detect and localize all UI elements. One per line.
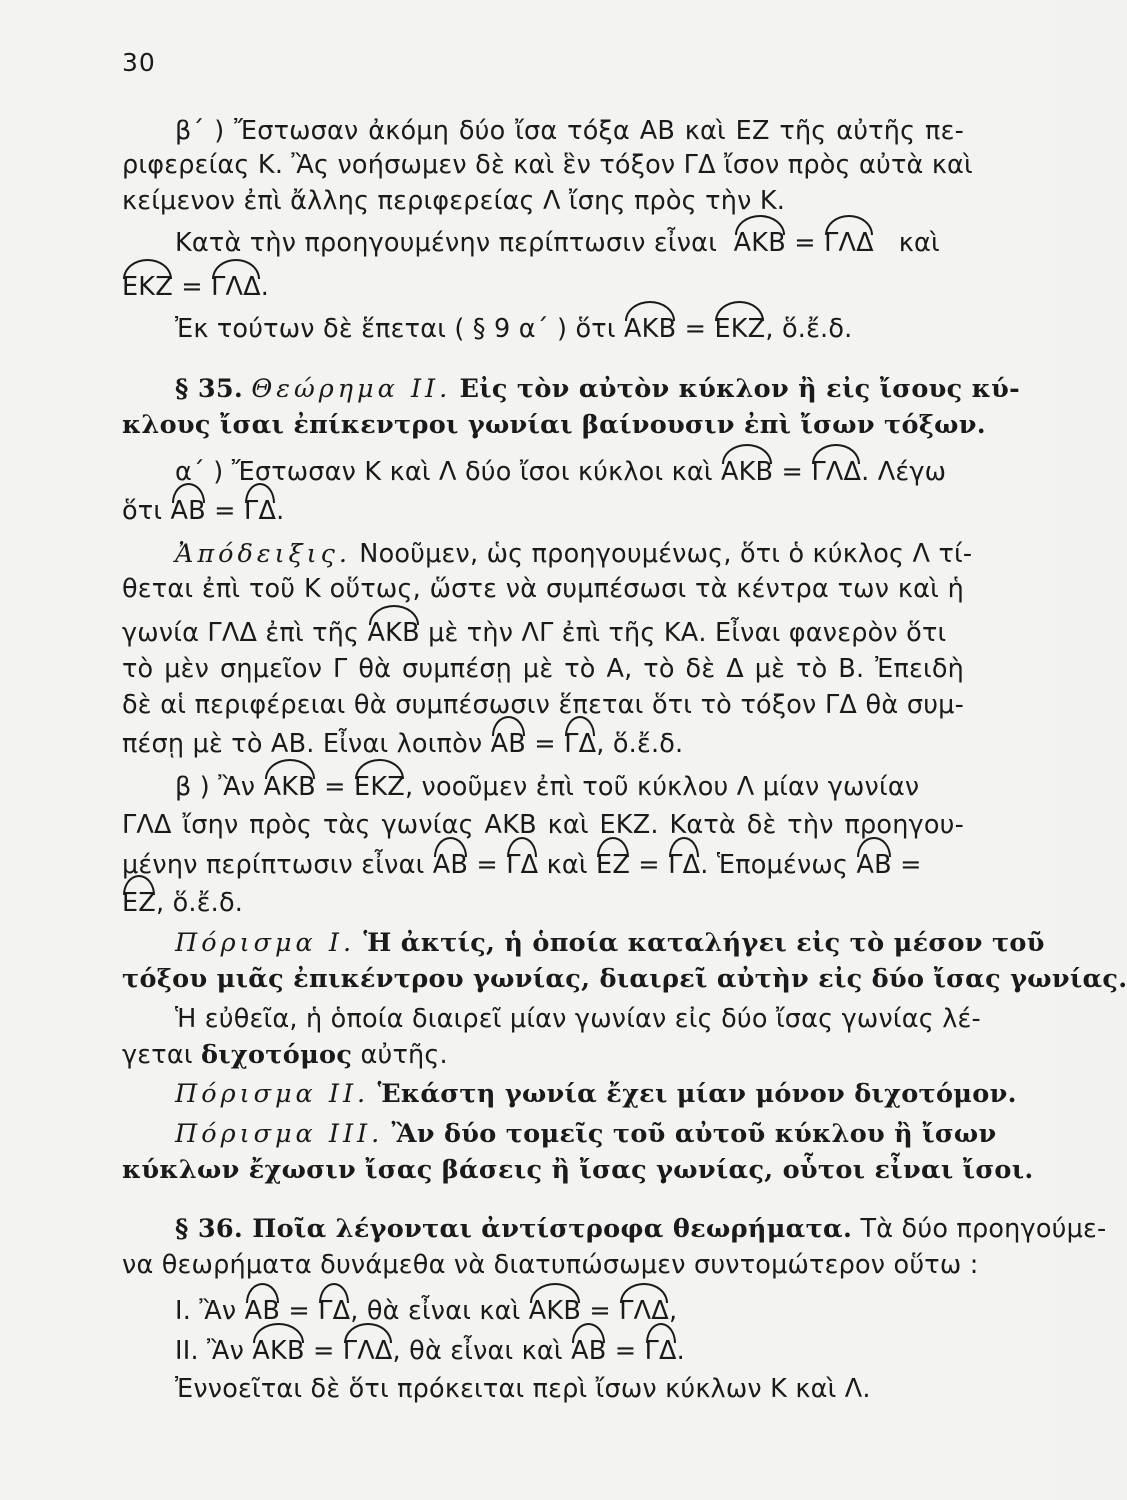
- arc-notation: ΑΒ: [170, 496, 206, 526]
- arc-notation: ΓΛΔ: [824, 228, 874, 258]
- arc-notation: ΓΔ: [318, 1296, 351, 1326]
- page-number: 30: [122, 48, 156, 77]
- corollary-heading: Πόρισμα ΙΙΙ. Ἂν δύο τομεῖς τοῦ αὐτοῦ κύκλου ἢ ἴσων: [175, 1119, 997, 1149]
- arc-notation: ΑΚΒ: [263, 772, 316, 802]
- arc-notation: ΑΚΒ: [733, 228, 786, 258]
- text-line: μένην περίπτωσιν εἶναι ΑΒ = ΓΔ καὶ ΕΖ = ΓΔ. Ἑπομένως ΑΒ =: [122, 850, 922, 880]
- theorem-heading: κλους ἴσαι ἐπίκεντροι γωνίαι βαίνουσιν ἐπὶ ἴσων τόξων.: [122, 410, 986, 440]
- text-line: Ἀπόδειξις. Νοοῦμεν, ὡς προηγουμένως, ὅτι ὁ κύκλος Λ τί-: [175, 539, 973, 569]
- text-line: θεται ἐπὶ τοῦ Κ οὕτως, ὥστε νὰ συμπέσωσι τὰ κέντρα των καὶ ἡ: [122, 574, 964, 604]
- arc-notation: ΑΒ: [856, 850, 892, 880]
- text-line: δὲ αἱ περιφέρειαι θὰ συμπέσωσιν ἕπεται ὅτι τὸ τόξον ΓΔ θὰ συμ-: [122, 690, 964, 720]
- text-line: να θεωρήματα δυνάμεθα νὰ διατυπώσωμεν συντομώτερον οὕτω :: [122, 1250, 979, 1280]
- arc-notation: ΓΔ: [564, 729, 597, 759]
- arc-notation: ΕΚΖ: [354, 772, 405, 802]
- text-line: α΄ ) Ἔστωσαν Κ καὶ Λ δύο ἴσοι κύκλοι καὶ ΑΚΒ = ΓΛΔ. Λέγω: [175, 457, 947, 487]
- arc-notation: ΑΒ: [490, 729, 526, 759]
- text-line: ΕΚΖ = ΓΛΔ.: [122, 272, 270, 302]
- text-line: ΕΖ, ὅ.ἔ.δ.: [122, 888, 244, 918]
- text-line: ΙΙ. Ἂν ΑΚΒ = ΓΛΔ, θὰ εἶναι καὶ ΑΒ = ΓΔ.: [175, 1336, 685, 1366]
- text-line: τὸ μὲν σημεῖον Γ θὰ συμπέσῃ μὲ τὸ Α, τὸ δὲ Δ μὲ τὸ Β. Ἐπειδὴ: [122, 654, 964, 684]
- text-line: ὅτι ΑΒ = ΓΔ.: [122, 496, 285, 526]
- text-line: ΓΛΔ ἴσην πρὸς τὰς γωνίας ΑΚΒ καὶ ΕΚΖ. Κατὰ δὲ τὴν προηγου-: [122, 810, 964, 840]
- text-line: πέσῃ μὲ τὸ ΑΒ. Εἶναι λοιπὸν ΑΒ = ΓΔ, ὅ.ἔ.δ.: [122, 729, 684, 759]
- arc-notation: ΑΒ: [244, 1296, 281, 1326]
- text-line: Ἐννοεῖται δὲ ὅτι πρόκειται περὶ ἴσων κύκλων Κ καὶ Λ.: [175, 1374, 871, 1404]
- corollary-heading: Πόρισμα ΙΙ. Ἑκάστη γωνία ἔχει μίαν μόνον διχοτόμον.: [175, 1079, 1017, 1109]
- arc-notation: ΓΛΔ: [211, 272, 261, 302]
- arc-notation: ΑΚΒ: [720, 457, 774, 487]
- corollary-heading: τόξου μιᾶς ἐπικέντρου γωνίας, διαιρεῖ αὐτὴν εἰς δύο ἴσας γωνίας.: [122, 964, 1127, 994]
- arc-notation: ΓΛΔ: [342, 1336, 393, 1366]
- arc-notation: ΓΛΔ: [811, 457, 862, 487]
- text-line: ριφερείας Κ. Ἂς νοήσωμεν δὲ καὶ ἓν τόξον ΓΔ ἴσον πρὸς αὐτὰ καὶ: [122, 150, 973, 180]
- text-line: γωνία ΓΛΔ ἐπὶ τῆς ΑΚΒ μὲ τὴν ΛΓ ἐπὶ τῆς ΚΑ. Εἶναι φανερὸν ὅτι: [122, 618, 947, 648]
- text-line: Κατὰ τὴν προηγουμένην περίπτωσιν εἶναι ΑΚΒ = ΓΛΔ καὶ: [175, 228, 940, 258]
- arc-notation: ΓΔ: [644, 1336, 677, 1366]
- arc-notation: ΑΚΒ: [528, 1296, 582, 1326]
- arc-notation: ΑΚΒ: [252, 1336, 305, 1366]
- corollary-heading: Πόρισμα Ι. Ἡ ἀκτίς, ἡ ὁποία καταλήγει εἰς τὸ μέσον τοῦ: [175, 928, 1045, 958]
- arc-notation: ΓΔ: [668, 850, 701, 880]
- text-line: Ι. Ἂν ΑΒ = ΓΔ, θὰ εἶναι καὶ ΑΚΒ = ΓΛΔ,: [175, 1296, 678, 1326]
- text-line: β΄ ) Ἔστωσαν ἀκόμη δύο ἴσα τόξα ΑΒ καὶ ΕΖ τῆς αὐτῆς πε-: [175, 116, 964, 146]
- corollary-heading: κύκλων ἔχωσιν ἴσας βάσεις ἢ ἴσας γωνίας, οὗτοι εἶναι ἴσοι.: [122, 1155, 1034, 1185]
- arc-notation: ΑΒ: [571, 1336, 607, 1366]
- arc-notation: ΕΖ: [122, 888, 156, 918]
- arc-notation: ΕΚΖ: [714, 314, 766, 344]
- arc-notation: ΓΔ: [506, 850, 539, 880]
- theorem-heading: § 35. Θεώρημα ΙΙ. Εἰς τὸν αὐτὸν κύκλον ἢ εἰς ἴσους κύ-: [175, 374, 1020, 404]
- arc-notation: ΕΖ: [596, 850, 630, 880]
- text-line: Ἡ εὐθεῖα, ἡ ὁποία διαιρεῖ μίαν γωνίαν εἰς δύο ἴσας γωνίας λέ-: [175, 1004, 981, 1034]
- text-line: β ) Ἂν ΑΚΒ = ΕΚΖ, νοοῦμεν ἐπὶ τοῦ κύκλου Λ μίαν γωνίαν: [175, 772, 920, 802]
- arc-notation: ΓΔ: [244, 496, 277, 526]
- arc-notation: ΑΚΒ: [367, 618, 420, 648]
- section-heading: § 36. Ποῖα λέγονται ἀντίστροφα θεωρήματα. Τὰ δύο προηγούμε-: [175, 1214, 1107, 1244]
- text-line: κείμενον ἐπὶ ἄλλης περιφερείας Λ ἴσης πρὸς τὴν Κ.: [122, 186, 786, 216]
- arc-notation: ΓΛΔ: [619, 1296, 669, 1326]
- arc-notation: ΑΒ: [432, 850, 469, 880]
- arc-notation: ΑΚΒ: [624, 314, 677, 344]
- text-line: Ἐκ τούτων δὲ ἕπεται ( § 9 α΄ ) ὅτι ΑΚΒ = ΕΚΖ, ὅ.ἔ.δ.: [175, 314, 853, 344]
- arc-notation: ΕΚΖ: [122, 272, 173, 302]
- text-line: γεται διχοτόμος αὐτῆς.: [122, 1040, 448, 1070]
